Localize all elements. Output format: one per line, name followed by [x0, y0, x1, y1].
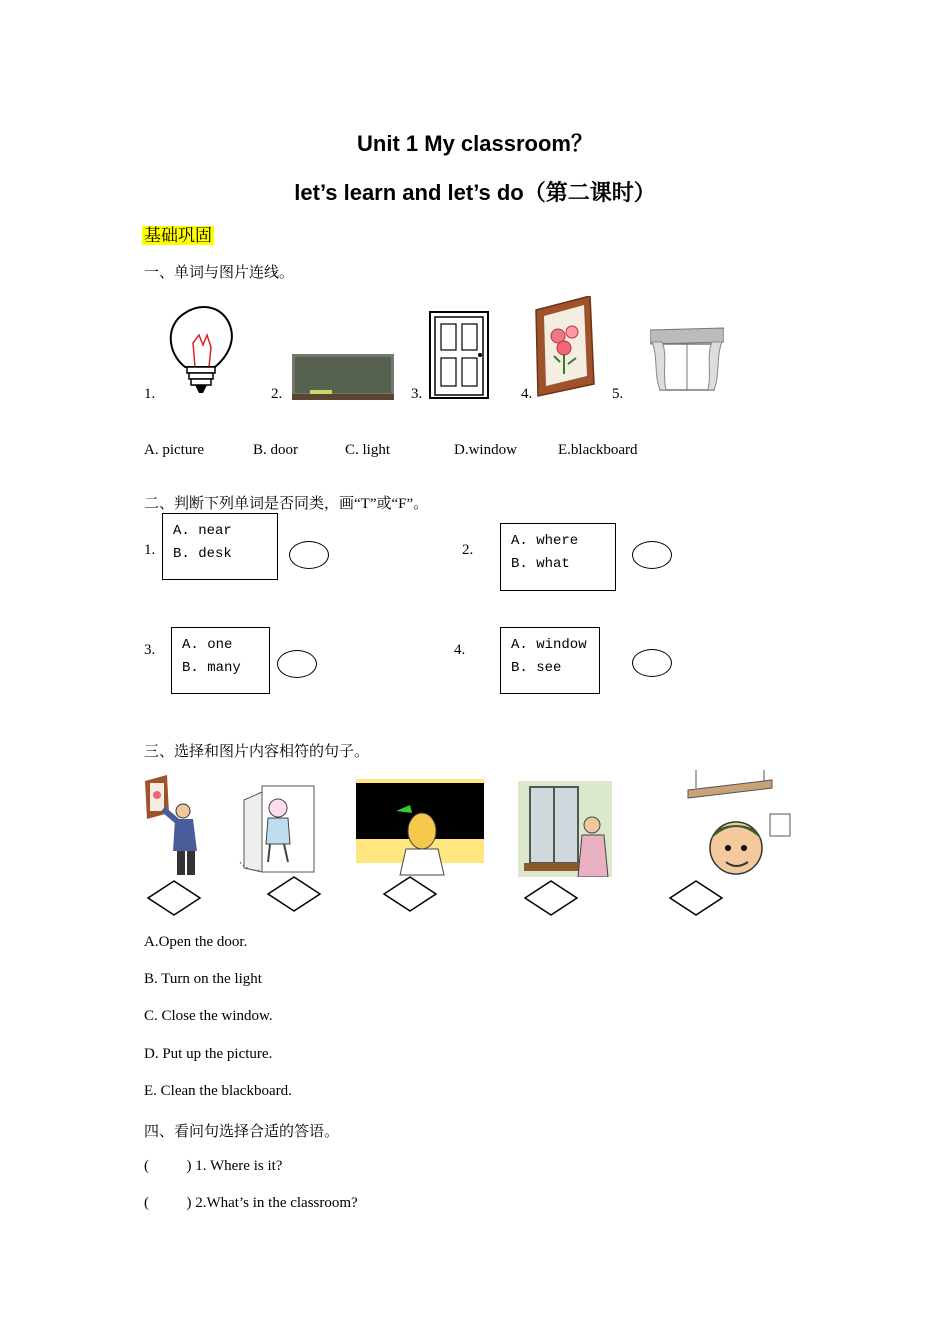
s1-option: B. door [253, 442, 298, 458]
answer-diamond[interactable] [267, 876, 321, 912]
open-door-illustration [238, 782, 318, 874]
answer-diamond[interactable] [383, 876, 437, 912]
page-title: Unit 1 My classroom？ [357, 131, 593, 156]
s1-option: C. light [345, 442, 391, 458]
word-pair-box [171, 627, 270, 694]
question-line: ( ) 2.What’s in the classroom? [144, 1195, 358, 1211]
sentence-option: D. Put up the picture. [144, 1046, 273, 1062]
s2-number: 1. [144, 542, 156, 558]
sentence-option: B. Turn on the light [144, 971, 262, 987]
picture-frame-picture [530, 296, 596, 398]
question-line: ( ) 1. Where is it? [144, 1158, 283, 1174]
word-b: B. see [511, 660, 562, 676]
window-picture [650, 326, 724, 392]
s2-number: 3. [144, 642, 156, 658]
s1-option: E.blackboard [558, 442, 638, 458]
close-window-illustration [518, 781, 612, 877]
clean-blackboard-illustration [356, 779, 484, 877]
word-pair-box [500, 523, 616, 591]
section2-heading: 二、判断下列单词是否同类，画“T”或“F”。 [144, 496, 429, 512]
s2-number: 2. [462, 542, 474, 558]
answer-diamond[interactable] [669, 880, 723, 916]
s1-number: 4. [521, 386, 533, 402]
answer-oval[interactable] [632, 649, 672, 677]
answer-oval[interactable] [289, 541, 329, 569]
blackboard-picture [292, 354, 394, 400]
word-pair-box [500, 627, 600, 694]
highlight-label-wrap [142, 221, 214, 246]
word-b: B. many [182, 660, 241, 676]
answer-diamond[interactable] [147, 880, 201, 916]
answer-diamond[interactable] [524, 880, 578, 916]
word-a: A. one [182, 637, 233, 653]
highlight-label: 基础巩固 [144, 226, 212, 245]
word-b: B. what [511, 556, 570, 572]
put-up-picture-illustration [143, 773, 199, 877]
sentence-option: E. Clean the blackboard. [144, 1083, 292, 1099]
page-subtitle: let’s learn and let’s do（第二课时） [294, 180, 656, 205]
sentence-option: C. Close the window. [144, 1008, 273, 1024]
sentence-option: A.Open the door. [144, 934, 248, 950]
word-a: A. near [173, 523, 232, 539]
s1-number: 3. [411, 386, 423, 402]
s1-number: 2. [271, 386, 283, 402]
s1-option: D.window [454, 442, 517, 458]
s2-number: 4. [454, 642, 466, 658]
word-pair-box [162, 513, 278, 580]
section1-heading: 一、单词与图片连线。 [144, 265, 295, 281]
section4-heading: 四、看问句选择合适的答语。 [144, 1124, 340, 1140]
word-b: B. desk [173, 546, 232, 562]
s1-number: 1. [144, 386, 156, 402]
s1-number: 5. [612, 386, 624, 402]
answer-oval[interactable] [277, 650, 317, 678]
answer-oval[interactable] [632, 541, 672, 569]
door-picture [428, 310, 490, 400]
section3-heading: 三、选择和图片内容相符的句子。 [144, 744, 370, 760]
turn-on-light-illustration [686, 770, 794, 878]
light-bulb-picture [165, 305, 235, 400]
word-a: A. where [511, 533, 579, 549]
word-a: A. window [511, 637, 587, 653]
s1-option: A. picture [144, 442, 204, 458]
